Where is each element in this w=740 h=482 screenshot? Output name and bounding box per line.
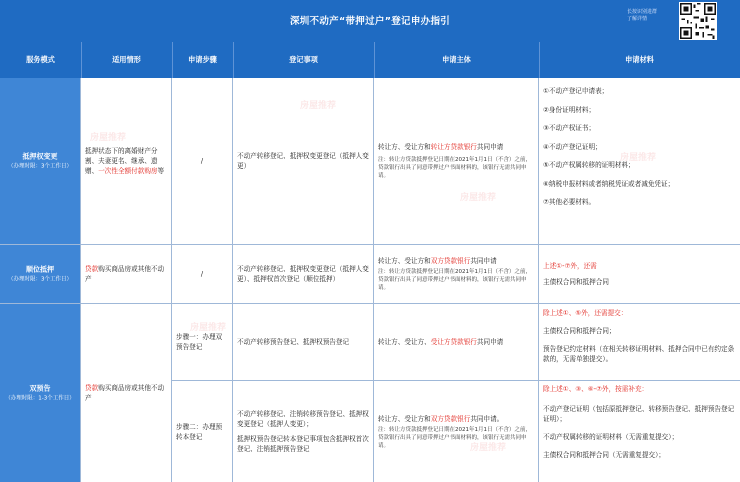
material-item: 不动产登记证明（包括原抵押登记、转移预告登记、抵押预告登记证明）； (543, 405, 735, 423)
material-item: 主债权合同和抵押合同（无需重复提交）； (543, 451, 665, 459)
material-item: 预告登记约定材料（在相关转移证明材料、抵押合同中已有约定条款的，无需单独提交）。 (543, 345, 735, 363)
subject-text-part: 转让方、受让方和 (378, 414, 431, 423)
case-text (85, 383, 167, 403)
subject-cell-row1 (374, 78, 539, 245)
header-registration-items: 登记事项 (233, 42, 375, 78)
header-materials: 申请材料 (625, 55, 654, 64)
mode-time-limit: （办理时限：3个工作日） (7, 276, 72, 283)
step-cell-step1 (172, 304, 233, 381)
subject-text-part: 共同申请 (476, 143, 504, 151)
case-cell-row3 (81, 304, 172, 482)
material-item: ⑥纳税申报材料或者纳税凭证或者减免凭证； (543, 179, 675, 188)
subject-text-part: 共同申请 (470, 257, 497, 265)
subject-text (378, 142, 534, 152)
qr-caption-line-2: 了解详情 (627, 16, 648, 22)
material-item: 主债权合同和抵押合同； (543, 327, 616, 335)
qr-caption-line-1: 长按识别进群 (627, 9, 658, 15)
materials-highlight: 上述①-⑦外，还需 (543, 262, 597, 270)
subject-note: 注：转让方贷款抵押登记日期在2021年1月1日（不含）之前，贷款银行出具了同意带押过户书面材料的，该银行无需共同申请。 (378, 269, 531, 291)
watermark: 房屋推荐 (470, 443, 507, 453)
step-cell-row1 (172, 78, 233, 245)
qr-code-image (679, 2, 717, 40)
material-item: ①不动产登记申请表； (543, 87, 609, 95)
subject-text-part: 转让方、受让方和 (378, 143, 431, 151)
title-bar (0, 0, 740, 42)
case-text (85, 264, 167, 284)
mode-cell-double-notice (0, 304, 81, 482)
case-text-part: 等 (157, 167, 165, 175)
materials-cell-row1 (539, 78, 740, 245)
step-text: / (200, 270, 204, 278)
material-item: 不动产权属转移的证明材料（无需重复提交）； (543, 433, 679, 441)
materials-highlight: 除上述①、⑤外，还需提交： (543, 309, 628, 317)
case-text (85, 146, 167, 176)
table-header-row (0, 42, 740, 78)
step-text: / (200, 157, 204, 165)
item-cell-step1 (233, 304, 374, 381)
mode-title: 双预告 (29, 384, 51, 393)
material-item: ⑤不动产权属转移的证明材料； (543, 161, 635, 169)
material-item: ④不动产登记证明； (543, 142, 602, 151)
subject-text-part: 转让方、受让方和 (378, 257, 431, 265)
header-applicable-case: 适用情形 (81, 42, 173, 78)
watermark: 房屋推荐 (190, 323, 227, 333)
header-steps: 申请步骤 (172, 42, 234, 78)
materials-cell-step1 (539, 304, 740, 381)
subject-highlight: 双方贷款银行 (430, 414, 471, 423)
registration-item-text: 抵押权预告登记转本登记事项包含抵押权首次登记、注销抵押预告登记 (237, 435, 369, 453)
step-cell-row2 (172, 245, 233, 304)
header-applicant: 申请主体 (374, 42, 540, 78)
subject-text (378, 256, 534, 266)
mode-title: 抵押权变更 (22, 152, 58, 161)
mode-time-limit: （办理时限：3个工作日） (7, 163, 72, 170)
material-item: ②身份证明材料； (543, 105, 596, 114)
subject-note: 注：转让方贷款抵押登记日期在2021年1月1日（不含）之前，贷款银行出具了同意带押过户书面材料的，该银行无需共同申请。 (378, 426, 531, 449)
subject-note: 注：转让方贷款抵押登记日期在2021年1月1日（不含）之前，贷款银行出具了同意带押过户书面材料的，该银行无需共同申请。 (378, 157, 531, 179)
subject-highlight: 受让方贷款银行 (430, 338, 477, 346)
page-title: 深圳不动产“带押过户”登记申办指引 (289, 16, 451, 27)
material-item: 主债权合同和抵押合同 (543, 278, 609, 286)
mode-cell-sequential-mortgage (0, 245, 81, 304)
item-cell-row2 (233, 245, 374, 304)
mode-title: 顺位抵押 (26, 265, 54, 274)
item-cell-row1 (233, 78, 374, 245)
qr-caption (627, 9, 675, 23)
item-cell-step2 (233, 381, 374, 482)
subject-cell-step2 (374, 381, 539, 482)
registration-item-text: 不动产转移登记、抵押权变更登记（抵押人变更） (237, 152, 369, 170)
step-text: 步骤二：办理预转本登记 (176, 422, 223, 441)
case-text-highlight: 一次性全额付款购房 (98, 167, 158, 175)
case-text-part: 抵押状态下的离婚财产分割、夫妻更名、继承、遗赠、 (85, 147, 158, 175)
subject-text-part: 共同申请 (476, 338, 504, 346)
subject-highlight: 转让方贷款银行 (430, 143, 477, 151)
material-item: ③不动产权证书； (543, 124, 596, 132)
case-cell-row2 (81, 245, 172, 304)
watermark: 房屋推荐 (620, 153, 657, 163)
registration-item-text: 不动产转移登记、抵押权变更登记（抵押人变更）、抵押权首次登记（顺位抵押） (237, 265, 369, 283)
case-text-highlight: 贷款 (85, 265, 99, 273)
mode-time-limit: （办理时限：1-3个工作日） (5, 395, 75, 402)
registration-item-text: 不动产转移预告登记、抵押权预告登记 (237, 338, 350, 346)
case-cell-row1 (81, 78, 172, 245)
subject-text (378, 414, 534, 424)
material-item: ⑦其他必要材料。 (543, 198, 596, 206)
case-text-part: 购买商品房或其他不动产 (85, 384, 165, 402)
step-cell-step2 (172, 381, 233, 482)
materials-cell-step2 (539, 381, 740, 482)
step-text: 步骤一：办理双预告登记 (176, 333, 223, 351)
subject-cell-row2 (374, 245, 539, 304)
mode-cell-mortgage-change (0, 78, 81, 245)
watermark: 房屋推荐 (460, 193, 497, 203)
subject-text-part: 共同申请。 (470, 414, 504, 423)
case-text-highlight: 贷款 (85, 384, 99, 392)
subject-highlight: 双方贷款银行 (430, 257, 471, 265)
watermark: 房屋推荐 (300, 101, 337, 111)
subject-text-part: 转让方、受让方、 (378, 338, 431, 346)
subject-text (378, 337, 503, 347)
materials-cell-row2 (539, 245, 740, 304)
materials-highlight: 除上述①、③、⑥-⑦外，按需补充： (543, 385, 649, 393)
watermark: 房屋推荐 (90, 133, 127, 143)
registration-item-text: 不动产转移登记、注销转移预告登记、抵押权变更登记（抵押人变更）； (237, 410, 369, 428)
case-text-part: 购买商品房或其他不动产 (85, 265, 165, 283)
materials-list (543, 86, 736, 207)
header-service-mode: 服务模式 (0, 42, 82, 78)
subject-cell-step1 (374, 304, 539, 381)
